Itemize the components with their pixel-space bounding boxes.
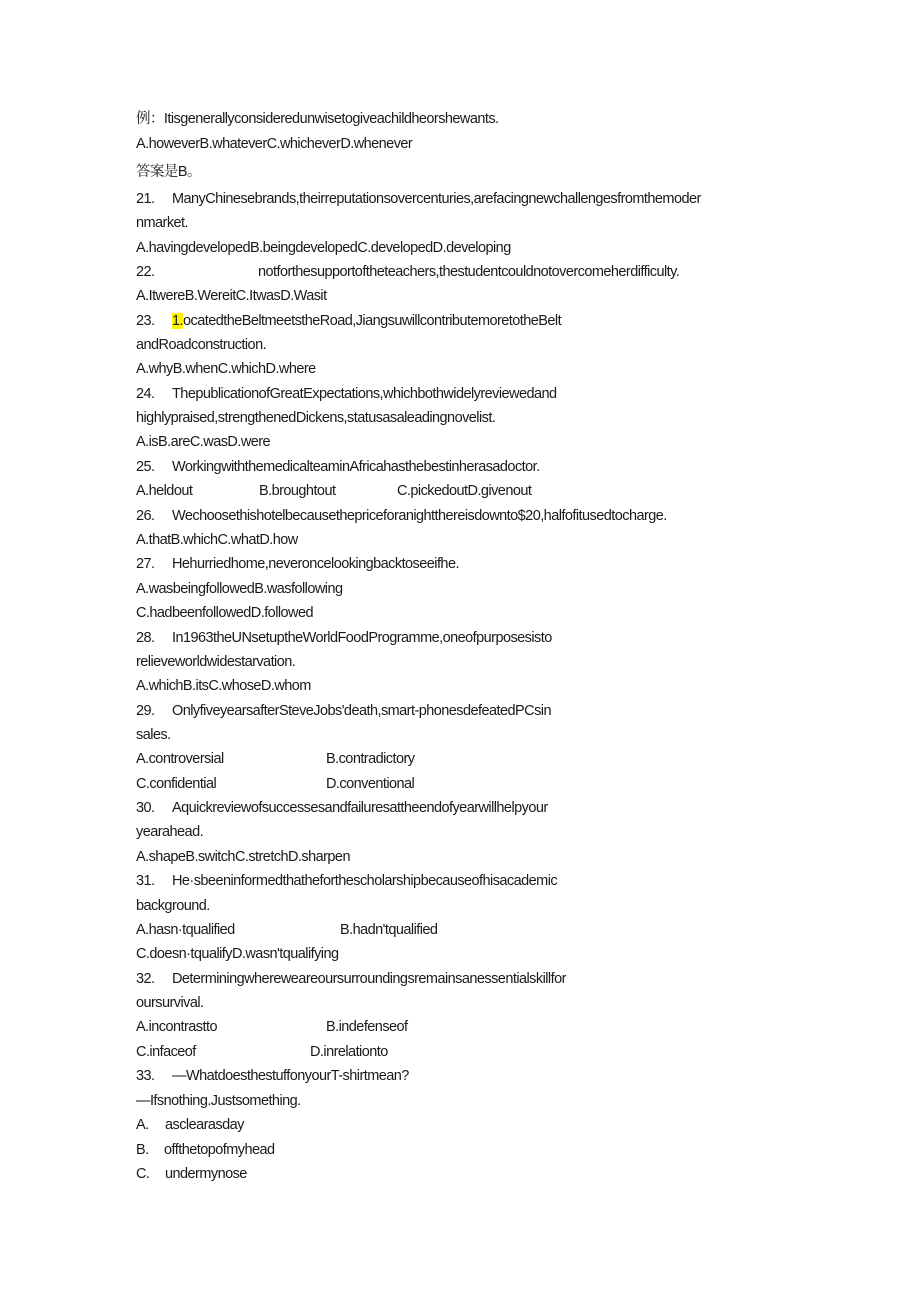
q27-number: 27. <box>136 556 155 572</box>
q23-stem <box>136 311 561 331</box>
q30-stem <box>136 798 548 818</box>
q32-option-b: B.indefenseof <box>326 1019 408 1035</box>
q26-options: A.thatB.whichC.whatD.how <box>136 532 298 548</box>
example-question <box>136 109 499 129</box>
q26-number: 26. <box>136 508 155 524</box>
q32-line2: oursurvival. <box>136 995 204 1011</box>
q29-line1: OnlyfiveyearsafterSteveJobs'death,smart-phonesdefeatedPCsin <box>172 703 551 719</box>
q33-option-a-label: A. <box>136 1117 149 1133</box>
q24-line1: ThepublicationofGreatExpectations,whichbothwidelyreviewedand <box>172 386 557 402</box>
q23-number: 23. <box>136 313 155 329</box>
q31-options-ab <box>136 920 437 940</box>
q27-options-2: C.hadbeenfollowedD.followed <box>136 605 313 621</box>
q33-line1: —WhatdoesthestuffonyourT-shirtmean? <box>172 1068 409 1084</box>
q29-options-ab <box>136 749 414 769</box>
q32-options-cd <box>136 1042 388 1062</box>
q25-options <box>136 481 531 501</box>
q33-option-b-row <box>136 1140 275 1160</box>
q32-option-d: D.inrelationto <box>310 1044 388 1060</box>
q33-option-b: offthetopofmyhead <box>164 1142 275 1158</box>
example-answer: 答案是B。 <box>136 164 201 180</box>
q30-number: 30. <box>136 800 155 816</box>
q25-option-b: B.broughtout <box>259 483 336 499</box>
q29-options-cd <box>136 774 414 794</box>
example-options: A.howeverB.whateverC.whicheverD.whenever <box>136 136 413 152</box>
q21-number: 21. <box>136 191 155 207</box>
q33-option-b-label: B. <box>136 1142 149 1158</box>
q33-option-a: asclearasday <box>165 1117 244 1133</box>
q27-line1: Hehurriedhome,neveroncelookingbacktoseeifhe. <box>172 556 459 572</box>
q22-number: 22. <box>136 264 155 280</box>
q23-line2: andRoadconstruction. <box>136 337 267 353</box>
q33-option-a-row <box>136 1115 244 1135</box>
q23-line1: ocatedtheBeltmeetstheRoad,JiangsuwillcontributemoretotheBelt <box>183 313 562 329</box>
q29-option-a: A.controversial <box>136 751 224 767</box>
q32-number: 32. <box>136 971 155 987</box>
q30-options: A.shapeB.switchC.stretchD.sharpen <box>136 849 350 865</box>
q31-options-cd: C.doesn·tqualifyD.wasn'tqualifying <box>136 946 339 962</box>
q29-option-d: D.conventional <box>326 776 415 792</box>
q21-line2: nmarket. <box>136 215 189 231</box>
q25-option-cd: C.pickedoutD.givenout <box>397 483 532 499</box>
q31-number: 31. <box>136 873 155 889</box>
q29-option-c: C.confidential <box>136 776 217 792</box>
q23-highlight: 1. <box>172 313 183 329</box>
q28-number: 28. <box>136 630 155 646</box>
q21-stem <box>136 189 701 209</box>
q25-stem <box>136 457 540 477</box>
q28-options: A.whichB.itsC.whoseD.whom <box>136 678 311 694</box>
q26-stem <box>136 506 667 526</box>
q32-line1: Determiningwhereweareoursurroundingsremainsanessentialskillfor <box>172 971 566 987</box>
q25-number: 25. <box>136 459 155 475</box>
q21-line1: ManyChinesebrands,theirreputationsovercenturies,arefacingnewchallengesfromthemoder <box>172 191 701 207</box>
q33-option-c: undermynose <box>165 1166 247 1182</box>
q33-option-c-row <box>136 1164 247 1184</box>
q31-option-a: A.hasn·tqualified <box>136 922 235 938</box>
q25-line1: WorkingwiththemedicalteaminAfricahasthebestinherasadoctor. <box>172 459 540 475</box>
q30-line1: Aquickreviewofsuccessesandfailuresattheendofyearwillhelpyour <box>172 800 548 816</box>
q27-stem <box>136 554 459 574</box>
q26-line1: Wechoosethishotelbecausethepriceforanightthereisdownto$20,halfofitusedtocharge. <box>172 508 667 524</box>
q24-stem <box>136 384 557 404</box>
q31-line2: background. <box>136 898 210 914</box>
q30-line2: yearahead. <box>136 824 204 840</box>
q25-option-a: A.heldout <box>136 483 193 499</box>
q22-stem <box>136 262 679 282</box>
q31-stem <box>136 871 557 891</box>
q24-number: 24. <box>136 386 155 402</box>
q32-stem <box>136 969 566 989</box>
q28-stem <box>136 628 552 648</box>
q29-number: 29. <box>136 703 155 719</box>
q22-options: A.ItwereB.WereitC.ItwasD.Wasit <box>136 288 327 304</box>
q29-option-b: B.contradictory <box>326 751 415 767</box>
q33-line2: —Ifsnothing.Justsomething. <box>136 1093 301 1109</box>
q32-option-a: A.incontrastto <box>136 1019 217 1035</box>
q27-options-1: A.wasbeingfollowedB.wasfollowing <box>136 581 343 597</box>
q23-options: A.whyB.whenC.whichD.where <box>136 361 316 377</box>
q24-options: A.isB.areC.wasD.were <box>136 434 271 450</box>
q33-option-c-label: C. <box>136 1166 150 1182</box>
q22-line1: notforthesupportoftheteachers,thestudentcouldnotovercomeherdifficulty. <box>258 264 680 280</box>
q33-stem <box>136 1066 409 1086</box>
q29-stem <box>136 701 551 721</box>
q28-line1: In1963theUNsetuptheWorldFoodProgramme,oneofpurposesisto <box>172 630 552 646</box>
q21-options: A.havingdevelopedB.beingdevelopedC.developedD.developing <box>136 240 511 256</box>
q33-number: 33. <box>136 1068 155 1084</box>
q32-option-c: C.infaceof <box>136 1044 196 1060</box>
example-prefix: 例： <box>136 111 164 127</box>
q31-line1: He·sbeeninformedthatheforthescholarshipbecauseofhisacademic <box>172 873 558 889</box>
q31-option-b: B.hadn'tqualified <box>340 922 438 938</box>
q24-line2: highlypraised,strengthenedDickens,statusasaleadingnovelist. <box>136 410 496 426</box>
example-question-text: Itisgenerallyconsideredunwisetogiveachildheorshewants. <box>163 111 499 127</box>
q29-line2: sales. <box>136 727 171 743</box>
q32-options-ab <box>136 1017 408 1037</box>
q28-line2: relieveworldwidestarvation. <box>136 654 296 670</box>
